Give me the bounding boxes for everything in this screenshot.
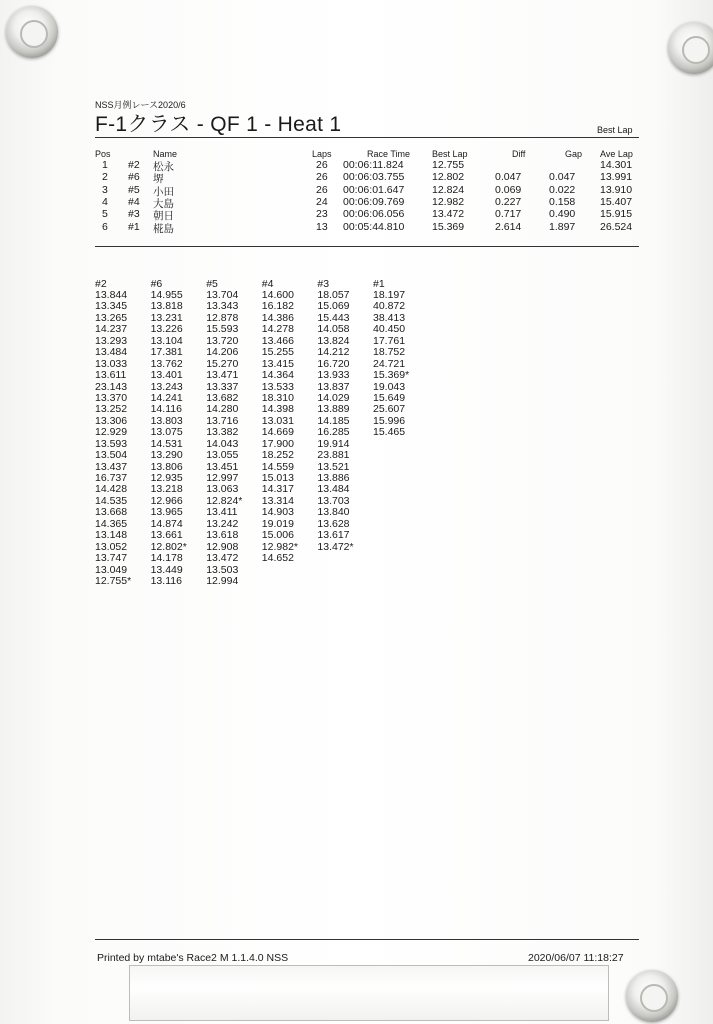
lap-time: 17.381 — [150, 346, 183, 359]
result-laps: 13 — [316, 220, 328, 233]
lap-time: 13.521 — [317, 460, 350, 473]
lap-time: 12.908 — [206, 540, 239, 553]
lap-time: 13.265 — [95, 311, 128, 324]
lap-time: 14.241 — [150, 391, 183, 404]
lap-column — [95, 278, 151, 587]
result-no: #5 — [128, 183, 140, 196]
lap-time: 15.649 — [373, 391, 406, 404]
lap-time: 16.720 — [317, 357, 350, 370]
lap-time: 14.365 — [95, 517, 128, 530]
result-gap: 0.158 — [549, 195, 576, 208]
magnet-top-left — [6, 6, 58, 58]
result-ave-lap: 13.991 — [600, 171, 633, 184]
lap-time: 15.443 — [317, 311, 350, 324]
lap-time: 14.043 — [206, 437, 239, 450]
lap-time: 13.306 — [95, 414, 128, 427]
lap-time: 13.762 — [150, 357, 183, 370]
lap-time: 13.382 — [206, 426, 239, 439]
lap-time: 12.966 — [150, 494, 183, 507]
result-pos: 2 — [102, 171, 108, 184]
lap-time: 15.996 — [373, 414, 406, 427]
lap-time: 13.886 — [317, 472, 350, 484]
result-best-lap: 12.824 — [432, 183, 465, 196]
lap-time: 18.252 — [261, 449, 294, 462]
lap-time: 13.052 — [95, 540, 128, 553]
lap-time: 16.285 — [317, 426, 350, 439]
lap-time: 13.628 — [317, 517, 350, 530]
lap-time: 14.317 — [261, 483, 294, 496]
result-race-time: 00:06:09.769 — [343, 195, 405, 208]
header-rule — [95, 137, 639, 138]
lap-time: 13.472* — [317, 540, 354, 553]
result-laps: 26 — [316, 159, 328, 171]
lap-time: 13.075 — [150, 426, 183, 439]
result-race-time: 00:06:11.824 — [343, 159, 404, 171]
lap-time: 13.703 — [317, 494, 350, 507]
lap-time: 14.903 — [261, 506, 294, 519]
result-diff: 0.227 — [495, 195, 522, 208]
lap-column-car: #5 — [206, 278, 218, 290]
lap-time: 13.716 — [206, 414, 239, 427]
lap-time: 14.386 — [261, 311, 294, 324]
lap-time: 19.914 — [317, 437, 350, 450]
lap-column — [206, 278, 262, 587]
lap-time: 38.413 — [373, 311, 406, 324]
result-diff: 0.047 — [495, 171, 522, 184]
lap-time: 13.661 — [150, 529, 183, 542]
lap-time: 14.185 — [317, 414, 350, 427]
lap-time: 14.029 — [317, 391, 350, 404]
lap-time: 16.182 — [261, 300, 294, 313]
result-laps: 26 — [316, 183, 328, 196]
result-name: 小田 — [153, 185, 174, 198]
result-ave-lap: 14.301 — [600, 159, 633, 171]
lap-time: 17.761 — [373, 334, 406, 347]
result-ave-lap: 26.524 — [600, 220, 633, 233]
lap-time: 13.343 — [206, 300, 239, 313]
col-header-race-time: Race Time — [367, 149, 411, 159]
lap-time: 13.704 — [206, 289, 239, 301]
result-best-lap: 12.755 — [432, 159, 465, 171]
result-ave-lap: 15.407 — [600, 195, 633, 208]
lap-time: 13.533 — [261, 380, 294, 393]
lap-time: 13.617 — [317, 529, 350, 542]
event-name: NSS月例レース2020/6 — [95, 100, 186, 110]
lap-time: 13.806 — [150, 460, 183, 473]
lap-time: 14.600 — [261, 289, 294, 301]
lap-time: 13.242 — [206, 517, 239, 530]
lap-time: 40.450 — [373, 323, 406, 336]
result-race-time: 00:05:44.810 — [343, 220, 405, 233]
lap-time: 13.415 — [261, 357, 294, 370]
result-name: 堺 — [153, 173, 164, 186]
lap-time: 14.652 — [261, 552, 294, 565]
lap-column-car: #6 — [150, 278, 163, 290]
result-pos: 1 — [102, 159, 108, 171]
lap-time: 13.231 — [150, 311, 183, 324]
lap-time: 13.290 — [150, 449, 183, 462]
result-name: 松永 — [153, 161, 174, 173]
lap-time: 13.611 — [95, 369, 127, 382]
result-best-lap: 13.472 — [432, 208, 465, 221]
lap-time: 13.818 — [150, 300, 183, 313]
lap-time: 13.618 — [206, 529, 239, 542]
printed-by: Printed by mtabe's Race2 M 1.1.4.0 NSS — [97, 952, 289, 964]
result-laps: 24 — [316, 195, 328, 208]
lap-time: 13.837 — [317, 380, 350, 393]
lap-time: 13.370 — [95, 391, 128, 404]
result-gap: 1.897 — [549, 220, 576, 233]
result-ave-lap: 15.915 — [600, 208, 633, 221]
lap-time: 18.310 — [261, 391, 294, 404]
lap-time: 13.337 — [206, 380, 239, 393]
magnet-bottom-right — [626, 970, 678, 1022]
lap-time: 18.197 — [373, 289, 406, 301]
lap-time: 13.840 — [317, 506, 350, 519]
lap-time: 14.237 — [95, 323, 128, 336]
col-header-name: Name — [153, 149, 178, 159]
lap-time: 13.593 — [95, 437, 128, 450]
lap-time: 13.252 — [95, 403, 128, 416]
lap-time: 14.669 — [261, 426, 294, 439]
result-pos: 3 — [102, 183, 108, 196]
lap-time: 19.019 — [261, 517, 294, 530]
result-pos: 5 — [102, 208, 108, 221]
lap-time: 13.965 — [150, 506, 183, 519]
lap-time: 18.057 — [317, 289, 350, 301]
printed-at: 2020/06/07 11:18:27 — [528, 952, 624, 964]
result-pos: 6 — [102, 220, 108, 233]
lap-time: 17.900 — [261, 437, 294, 450]
lap-time: 13.148 — [95, 529, 128, 542]
lap-time: 15.270 — [206, 357, 239, 370]
lap-time: 13.844 — [95, 289, 128, 301]
lap-time: 13.484 — [317, 483, 350, 496]
lap-time: 13.411 — [206, 506, 238, 519]
lap-time: 14.955 — [150, 289, 183, 301]
col-header-gap: Gap — [565, 149, 583, 159]
lap-time: 14.058 — [317, 323, 350, 336]
lap-time: 15.013 — [261, 472, 294, 484]
result-no: #4 — [128, 195, 140, 208]
result-ave-lap: 13.910 — [600, 183, 633, 196]
lap-time: 14.874 — [150, 517, 183, 530]
lap-time: 12.929 — [95, 426, 128, 439]
col-header-laps: Laps — [312, 149, 332, 159]
lap-time: 12.935 — [150, 472, 183, 484]
lap-time: 13.451 — [206, 460, 239, 473]
lap-time: 13.226 — [150, 323, 183, 336]
lap-column-car: #4 — [261, 278, 274, 290]
col-header-diff: Diff — [512, 149, 526, 159]
result-gap: 0.047 — [549, 171, 576, 184]
result-race-time: 00:06:01.647 — [343, 183, 405, 196]
lap-time: 13.504 — [95, 449, 128, 462]
lap-time: 23.143 — [95, 380, 128, 393]
lap-time: 15.255 — [261, 346, 294, 359]
result-no: #6 — [128, 171, 140, 184]
lap-time: 13.668 — [95, 506, 128, 519]
lap-time: 13.747 — [95, 552, 128, 565]
lap-column-car: #3 — [317, 278, 330, 290]
result-diff: 0.717 — [495, 208, 522, 221]
result-best-lap: 15.369 — [432, 220, 465, 233]
tape-strip — [129, 965, 609, 1021]
lap-time: 13.449 — [150, 563, 183, 576]
result-laps: 26 — [316, 171, 328, 184]
lap-time: 12.878 — [206, 311, 239, 324]
result-no: #1 — [128, 220, 140, 233]
col-header-best-lap: Best Lap — [432, 149, 468, 159]
result-gap: 0.022 — [549, 183, 576, 196]
lap-time: 13.243 — [150, 380, 183, 393]
lap-time: 15.069 — [317, 300, 350, 313]
lap-time: 12.802* — [150, 540, 187, 553]
result-diff: 0.069 — [495, 183, 522, 196]
lap-time: 13.720 — [206, 334, 239, 347]
lap-time: 14.178 — [150, 552, 183, 565]
lap-time: 12.824* — [206, 494, 243, 507]
lap-time: 13.503 — [206, 563, 239, 576]
col-header-pos: Pos — [95, 149, 111, 159]
lap-time: 14.428 — [95, 483, 128, 496]
lap-column — [151, 278, 207, 587]
result-pos: 4 — [102, 195, 108, 208]
lap-time: 13.889 — [317, 403, 350, 416]
result-gap: 0.490 — [549, 208, 576, 221]
lap-time: 14.278 — [261, 323, 294, 336]
lap-time: 15.593 — [206, 323, 239, 336]
lap-time: 18.752 — [373, 346, 406, 359]
lap-time: 12.755* — [95, 574, 132, 587]
lap-time: 19.043 — [373, 380, 406, 393]
lap-time: 14.364 — [261, 369, 294, 382]
lap-column-car: #1 — [373, 278, 385, 290]
result-laps: 23 — [316, 208, 328, 221]
lap-time: 15.465 — [373, 426, 406, 439]
magnet-top-right — [668, 22, 713, 74]
lap-time: 25.607 — [373, 403, 406, 416]
lap-time: 13.104 — [150, 334, 183, 347]
result-no: #3 — [128, 208, 140, 221]
lap-time: 13.472 — [206, 552, 239, 565]
lap-time: 13.063 — [206, 483, 239, 496]
lap-time: 13.033 — [95, 357, 128, 370]
lap-time: 13.345 — [95, 300, 128, 313]
lap-time: 14.531 — [150, 437, 183, 450]
lap-time: 14.280 — [206, 403, 239, 416]
lap-column — [262, 278, 318, 565]
best-lap-caption: Best Lap — [597, 125, 633, 135]
lap-column-car: #2 — [95, 278, 107, 290]
lap-time: 13.055 — [206, 449, 239, 462]
lap-time: 13.803 — [150, 414, 183, 427]
lap-time: 13.824 — [317, 334, 350, 347]
result-name: 朝日 — [153, 210, 174, 223]
lap-time: 13.293 — [95, 334, 128, 347]
lap-time: 13.471 — [206, 369, 239, 382]
lap-time: 13.049 — [95, 563, 128, 576]
lap-time: 13.466 — [261, 334, 294, 347]
col-header-ave-lap: Ave Lap — [600, 149, 633, 159]
lap-time: 14.398 — [261, 403, 294, 416]
result-best-lap: 12.802 — [432, 171, 465, 184]
lap-time: 12.982* — [261, 540, 298, 553]
lap-time: 14.535 — [95, 494, 128, 507]
lap-time: 13.116 — [150, 574, 182, 587]
lap-time: 12.997 — [206, 472, 239, 484]
lap-time: 12.994 — [206, 574, 239, 587]
lap-time: 15.006 — [261, 529, 294, 542]
lap-time: 13.933 — [317, 369, 350, 382]
lap-column — [317, 278, 373, 553]
lap-time: 13.314 — [261, 494, 294, 507]
lap-time: 16.737 — [95, 472, 128, 484]
lap-time: 14.206 — [206, 346, 239, 359]
result-no: #2 — [128, 159, 140, 171]
result-diff: 2.614 — [495, 220, 522, 233]
page-title: F-1クラス - QF 1 - Heat 1 — [95, 113, 342, 136]
footer-rule — [95, 939, 639, 940]
lap-time: 14.116 — [150, 403, 182, 416]
lap-time: 15.369* — [373, 369, 410, 382]
lap-time: 13.031 — [261, 414, 294, 427]
lap-time: 14.559 — [261, 460, 294, 473]
result-race-time: 00:06:06.056 — [343, 208, 405, 221]
lap-time: 14.212 — [317, 346, 350, 359]
lap-time: 13.218 — [150, 483, 183, 496]
result-name: 椛島 — [153, 222, 174, 235]
lap-time: 13.437 — [95, 460, 128, 473]
result-race-time: 00:06:03.755 — [343, 171, 405, 184]
lap-time: 40.872 — [373, 300, 406, 313]
results-rule — [95, 246, 639, 247]
lap-time: 23.881 — [317, 449, 350, 462]
lap-time: 24.721 — [373, 357, 406, 370]
lap-time: 13.484 — [95, 346, 128, 359]
lap-time: 13.401 — [150, 369, 183, 382]
result-name: 大島 — [153, 197, 174, 210]
lap-column — [373, 278, 429, 439]
lap-time: 13.682 — [206, 391, 239, 404]
result-best-lap: 12.982 — [432, 195, 465, 208]
